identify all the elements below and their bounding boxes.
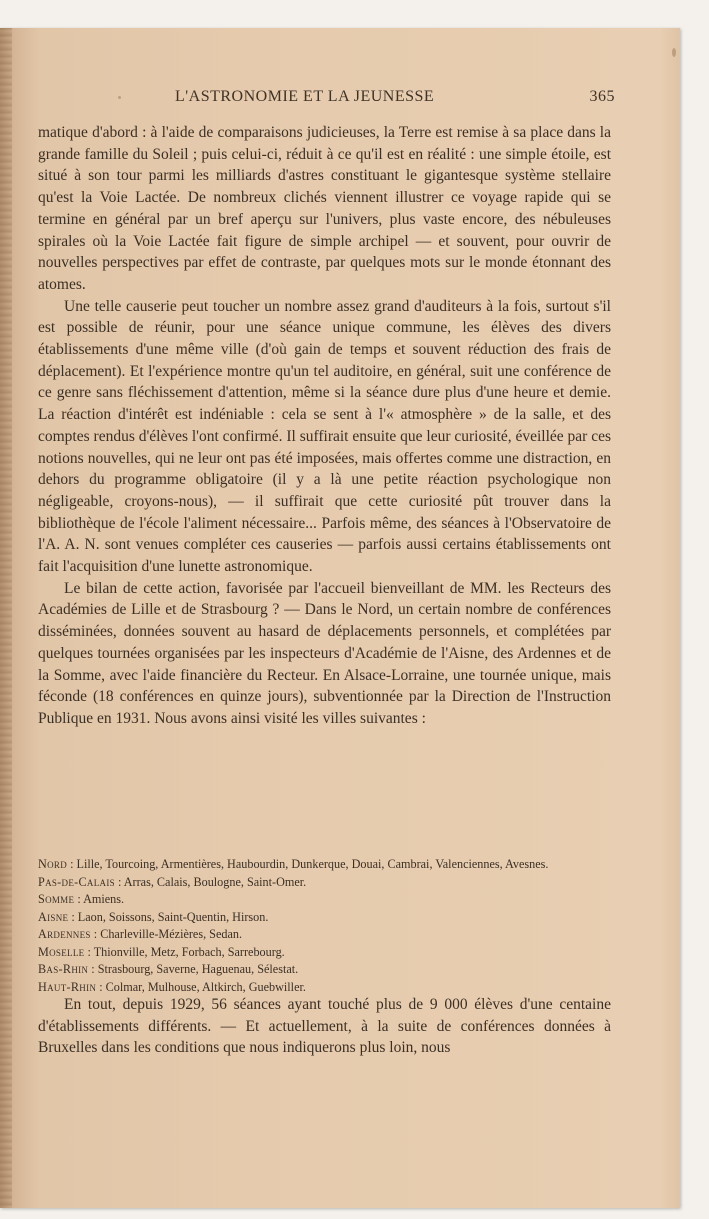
list-item: Somme : Amiens.	[38, 892, 125, 906]
towns-text: Strasbourg, Saverne, Haguenau, Sélestat.	[97, 962, 299, 976]
running-title: L'ASTRONOMIE ET LA JEUNESSE	[175, 88, 435, 105]
towns-list	[38, 856, 611, 996]
towns-text: Lille, Tourcoing, Armentières, Haubourdin, Dunkerque, Douai, Cambrai, Valenciennes, Avesnes.	[76, 857, 549, 871]
towns-text: Thionville, Metz, Forbach, Sarrebourg.	[93, 944, 285, 959]
towns-text: Arras, Calais, Boulogne, Saint-Omer.	[123, 874, 307, 889]
book-page	[0, 28, 680, 1208]
list-item: Aisne : Laon, Soissons, Saint-Quentin, Hirson.	[38, 909, 269, 924]
department-name: Pas-de-Calais	[38, 874, 115, 889]
list-item: Pas-de-Calais : Arras, Calais, Boulogne, Saint-Omer.	[38, 874, 307, 889]
paper-stain	[118, 96, 121, 99]
body-text	[38, 122, 611, 730]
list-item: Ardennes : Charleville-Mézières, Sedan.	[38, 927, 242, 941]
department-name: Bas-Rhin	[38, 962, 89, 976]
towns-text: Laon, Soissons, Saint-Quentin, Hirson.	[77, 909, 269, 924]
towns-text: Colmar, Mulhouse, Altkirch, Guebwiller.	[105, 979, 306, 994]
page-number: 365	[589, 88, 615, 105]
department-name: Somme	[38, 892, 75, 906]
towns-text: Charleville-Mézières, Sedan.	[100, 927, 242, 941]
list-item: Bas-Rhin : Strasbourg, Saverne, Haguenau, Sélestat.	[38, 962, 299, 976]
department-name: Haut-Rhin	[38, 979, 97, 994]
closing-text	[38, 994, 611, 1059]
department-name: Aisne	[38, 909, 69, 924]
paper-stain	[672, 48, 676, 57]
paragraph-3: Le bilan de cette action, favorisée par l'accueil bienveillant de MM. les Recteurs des Académies de Lille et de Strasbourg ? — Dans le Nord, un certain nombre de conférences disséminées, données souvent au hasard de déplacements personnels, et complétées par quelques tournées organisées par les inspecteurs d'Académie de l'Aisne, des Ardennes et de la Somme, avec l'aide financière du Recteur. En Alsace-Lorraine, une tournée unique, mais féconde (18 conférences en quinze jours), subventionnée par la Direction de l'Instruction Publique en 1931. Nous avons ainsi visité les villes suivantes :	[38, 579, 611, 727]
paragraph-2: Une telle causerie peut toucher un nombre assez grand d'auditeurs à la fois, surtout s'il est possible de réunir, pour une séance unique commune, les élèves des divers établissements d'une même ville (d'où gain de temps et souvent réduction des frais de déplacement). Et l'expérience montre qu'un tel auditoire, en général, suit une conférence de ce genre sans fléchissement d'attention, même si la séance dure plus d'une heure et demie. La réaction d'intérêt est indéniable : cela se sent à l'« atmosphère » de la salle, et des comptes rendus d'élèves l'ont confirmé. Il suffirait ensuite que leur curiosité, éveillée par ces notions nouvelles, qui ne leur ont pas été imposées, mais offertes comme une distraction, en dehors du programme obligatoire (il y a là une petite réaction psychologique non négligeable, croyons-nous), — il suffirait que cette curiosité pût trouver dans la bibliothèque de l'école l'aliment nécessaire... Parfois même, des séances à l'Observatoire de l'A. A. N. sont venues compléter ces causeries — parfois aussi certains établissements ont fait l'acquisition d'une lunette astronomique.	[38, 297, 612, 576]
paragraph-1: matique d'abord : à l'aide de comparaisons judicieuses, la Terre est remise à sa place dans la grande famille du Soleil ; puis celui-ci, réduit à ce qu'il est en réalité : une simple étoile, est situé à son tour parmi les milliards d'astres constituant le gigantesque système stellaire qu'est la Voie Lactée. De nombreux clichés viennent illustrer ce voyage rapide qui se termine en général par un bref aperçu sur l'univers, plus vaste encore, des nébuleuses spirales où la Voie Lactée fait figure de simple archipel — et souvent, pour ouvrir de nouvelles perspectives par effet de contraste, par quelques mots sur le monde étonnant des atomes.	[38, 124, 611, 293]
closing-paragraph: En tout, depuis 1929, 56 séances ayant touché plus de 9 000 élèves d'une centaine d'établissements différents. — Et actuellement, à la suite de conférences données à Bruxelles dans les conditions que nous indiquerons plus loin, nous	[38, 996, 611, 1057]
department-name: Moselle	[38, 944, 85, 959]
list-item: Haut-Rhin : Colmar, Mulhouse, Altkirch, Guebwiller.	[38, 979, 306, 994]
department-name: Nord	[38, 857, 68, 871]
department-name: Ardennes	[38, 927, 91, 941]
page-binding-edge	[0, 28, 12, 1208]
list-item: Moselle : Thionville, Metz, Forbach, Sarrebourg.	[38, 944, 285, 959]
towns-text: Amiens.	[83, 892, 125, 906]
list-item: Nord : Lille, Tourcoing, Armentières, Haubourdin, Dunkerque, Douai, Cambrai, Valenciennes, Avesnes.	[38, 857, 549, 871]
